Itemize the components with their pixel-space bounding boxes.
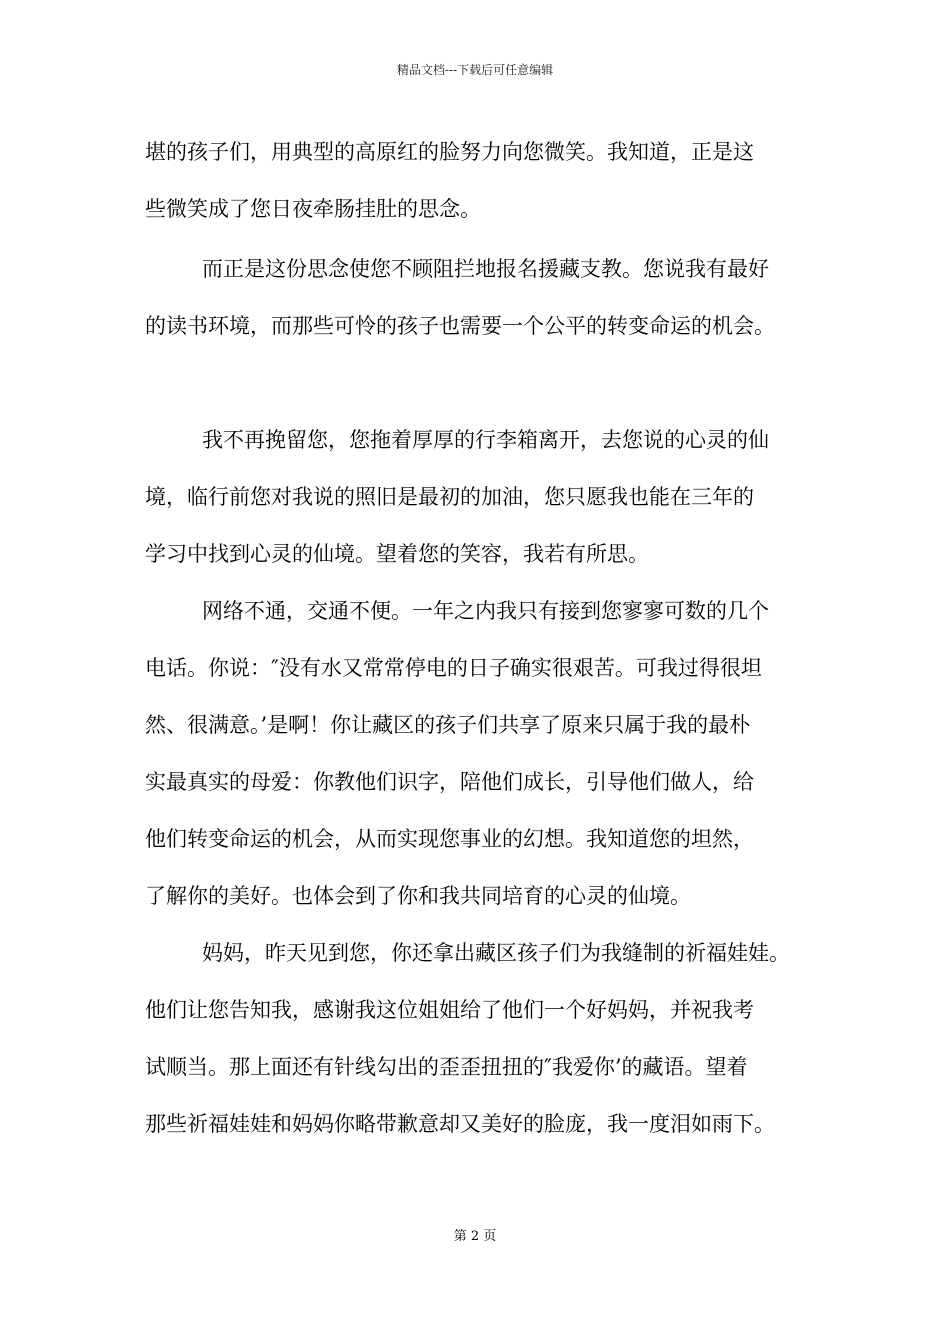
page-number: 第 2 页 <box>453 1229 497 1244</box>
text-line: 他们转变命运的机会，从而实现您事业的幻想。我知道您的坦然， <box>145 827 754 851</box>
text-line: 堪的孩子们，用典型的高原红的脸努力向您微笑。我知道，正是这 <box>145 140 754 164</box>
paragraph-first-line: 而正是这份思念使您不顾阻拦地报名援藏支教。您说我有最好 <box>202 257 769 281</box>
text-line: 的读书环境，而那些可怜的孩子也需要一个公平的转变命运的机会。 <box>145 314 775 338</box>
text-line: 那些祈福娃娃和妈妈你略带歉意却又美好的脸庞，我一度泪如雨下。 <box>145 1112 775 1136</box>
text-line: 了解你的美好。也体会到了你和我共同培育的心灵的仙境。 <box>145 884 691 908</box>
paragraph-first-line: 妈妈，昨天见到您，你还拿出藏区孩子们为我缝制的祈福娃娃。 <box>202 941 790 965</box>
text-line: 他们让您告知我，感谢我这位姐姐给了他们一个好妈妈，并祝我考 <box>145 998 754 1022</box>
text-line: 然、很满意。’是啊！你让藏区的孩子们共享了原来只属于我的最朴 <box>145 713 751 737</box>
paragraph-first-line: 网络不通，交通不便。一年之内我只有接到您寥寥可数的几个 <box>202 599 769 623</box>
paragraph-first-line: 我不再挽留您，您拖着厚厚的行李箱离开，去您说的心灵的仙 <box>202 428 769 452</box>
text-line: 学习中找到心灵的仙境。望着您的笑容，我若有所思。 <box>145 542 649 566</box>
page-header: 精品文档---下载后可任意编辑 <box>396 63 554 77</box>
text-line: 电话。你说：″没有水又常常停电的日子确实很艰苦。可我过得很坦 <box>145 656 762 680</box>
text-line: 实最真实的母爱：你教他们识字，陪他们成长，引导他们做人，给 <box>145 770 754 794</box>
text-line: 试顺当。那上面还有针线勾出的歪歪扭扭的″我爱你’的藏语。望着 <box>145 1055 748 1079</box>
text-line: 些微笑成了您日夜牵肠挂肚的思念。 <box>145 197 481 221</box>
text-line: 境，临行前您对我说的照旧是最初的加油，您只愿我也能在三年的 <box>145 485 754 509</box>
